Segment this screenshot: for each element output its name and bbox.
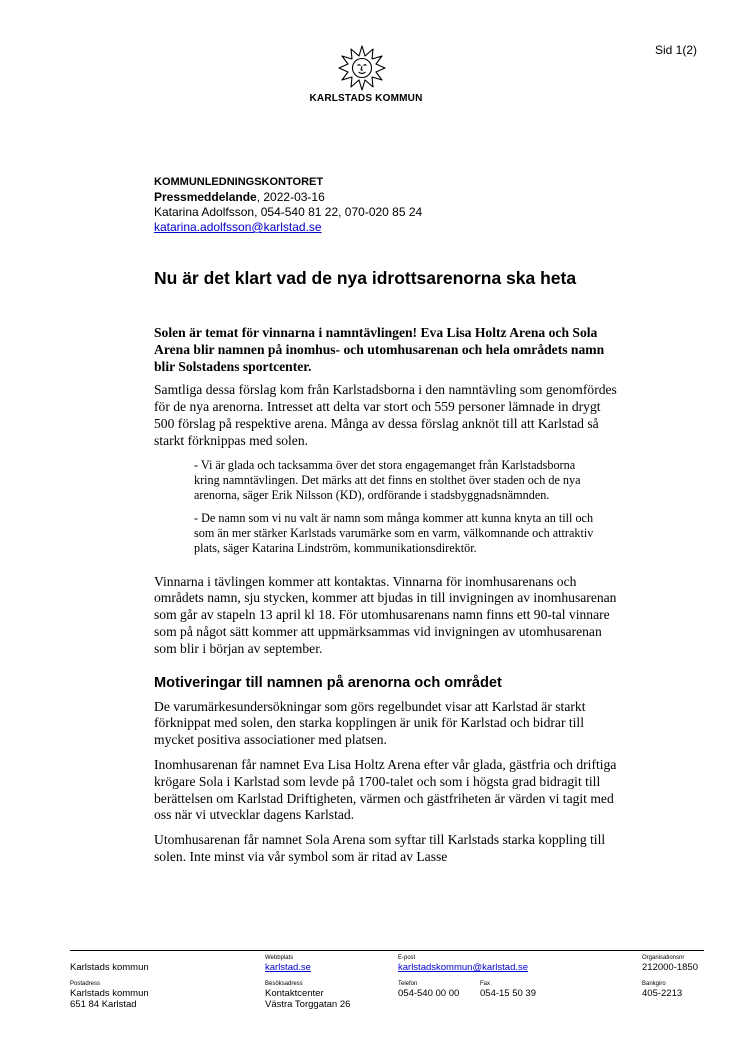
paragraph-3: De varumärkesundersökningar som görs regelbundet visar att Karlstad är starkt förknippat med solen, den starka kopplingen är unik för Karlstad och bidrar till mycket positiva associationer med platsen. — [154, 698, 586, 748]
footer-visit-label: Besöksadress — [265, 981, 303, 987]
footer-orgnr — [642, 955, 698, 973]
quote-2: - De namn som vi nu valt är namn som många kommer att kunna knyta an till och som än mer stärker Karlstads varumärke som en varm, välkomnande och attraktiv plats, säger Katarina Lindström, kommunikationsdirektör. — [194, 510, 594, 555]
article-body — [154, 325, 622, 874]
lead-paragraph: Solen är temat för vinnarna i namntävlingen! Eva Lisa Holtz Arena och Sola Arena blir namnen på inomhus- och utomhusarenan och hela områdets namn blir Solstadens sportcenter. — [154, 325, 605, 374]
contact-email-link[interactable]: katarina.adolfsson@karlstad.se — [154, 220, 322, 234]
footer-postal-label: Postadress — [70, 981, 101, 987]
footer-fax-value: 054-15 50 39 — [480, 988, 536, 999]
footer-visit-line1: Kontaktcenter — [265, 988, 324, 999]
footer-phone — [398, 981, 459, 999]
footer-bankgiro — [642, 981, 682, 999]
organization-name: KARLSTADS KOMMUN — [309, 93, 423, 104]
footer-phone-value: 054-540 00 00 — [398, 988, 460, 999]
footer-divider — [70, 950, 704, 951]
release-line — [154, 190, 422, 205]
footer-postal-line2: 651 84 Karlstad — [70, 999, 137, 1010]
paragraph-1: Samtliga dessa förslag kom från Karlstadsborna i den namntävling som genomfördes för de nya arenorna. Intresset att delta var stort och 559 personer lämnade in drygt 500 förslag på respektive arena. Många av dessa förslag anknöt till att Karlstad så starkt förknippas med solen. — [154, 382, 617, 448]
quote-1: - Vi är glada och tacksamma över det stora engagemanget från Karlstadsborna kring namntävlingen. Det märks att det finns en stolthet över staden och de nya arenorna, säger Erik Nilsson (KD), ordförande i stadsbyggnadsnämnden. — [194, 457, 581, 502]
sun-logo-icon — [338, 44, 386, 92]
paragraph-2: Vinnarna i tävlingen kommer att kontaktas. Vinnarna för inomhusarenans och områdets namn, sju stycken, kommer att bjudas in till invigningen av inomhusarenan som går av stapeln 13 april kl 18. För utomhusarenans namn finns ett 90-tal vinnare som på något sätt kommer att uppmärksammas vid invigningen av utomhusarenan som blir i början av september. — [154, 573, 617, 656]
footer-bankgiro-value: 405-2213 — [642, 988, 683, 999]
release-date: , 2022-03-16 — [256, 190, 325, 204]
release-label: Pressmeddelande — [154, 190, 257, 204]
footer-fax-label: Fax — [480, 981, 491, 987]
footer-email-link[interactable]: karlstadskommun@karlstad.se — [398, 962, 529, 973]
footer-visit — [265, 981, 350, 1010]
headline: Nu är det klart vad de nya idrottsarenorna ska heta — [154, 268, 577, 288]
contact-line: Katarina Adolfsson, 054-540 81 22, 070-020 85 24 — [154, 205, 423, 219]
footer-phone-label: Telefon — [398, 981, 418, 987]
footer-email-label: E-post — [398, 955, 416, 961]
footer-web — [265, 955, 311, 973]
paragraph-5: Utomhusarenan får namnet Sola Arena som syftar till Karlstads starka koppling till solen. Inte minst via vår symbol som är ritad av Lasse — [154, 832, 606, 864]
sender-block — [154, 175, 422, 235]
page-number: Sid 1(2) — [655, 43, 698, 57]
department-name: KOMMUNLEDNINGSKONTORET — [154, 176, 324, 188]
footer-web-label: Webbplats — [265, 955, 294, 961]
footer-postal-line1: Karlstads kommun — [70, 988, 149, 999]
footer-visit-line2: Västra Torggatan 26 — [265, 999, 351, 1010]
footer-org-name: Karlstads kommun — [70, 962, 149, 973]
footer-web-link[interactable]: karlstad.se — [265, 962, 311, 973]
footer-orgnr-value: 212000-1850 — [642, 962, 698, 973]
paragraph-4: Inomhusarenan får namnet Eva Lisa Holtz Arena efter vår glada, gästfria och driftiga krögare Sola i Karlstad som levde på 1700-talet och som i högsta grad bidragit till berättelsen om Karlstad Driftigheten, värmen och gästfriheten är värden vi tagit med oss när vi utvecklar dagens Karlstad. — [154, 756, 617, 823]
footer-org — [70, 962, 149, 973]
footer-email — [398, 955, 528, 973]
footer-orgnr-label: Organisationsnr — [642, 955, 685, 961]
subheading: Motiveringar till namnen på arenorna och området — [154, 674, 502, 691]
footer-bankgiro-label: Bankgiro — [642, 981, 666, 987]
footer-postal — [70, 981, 149, 1010]
footer-fax — [480, 981, 536, 999]
